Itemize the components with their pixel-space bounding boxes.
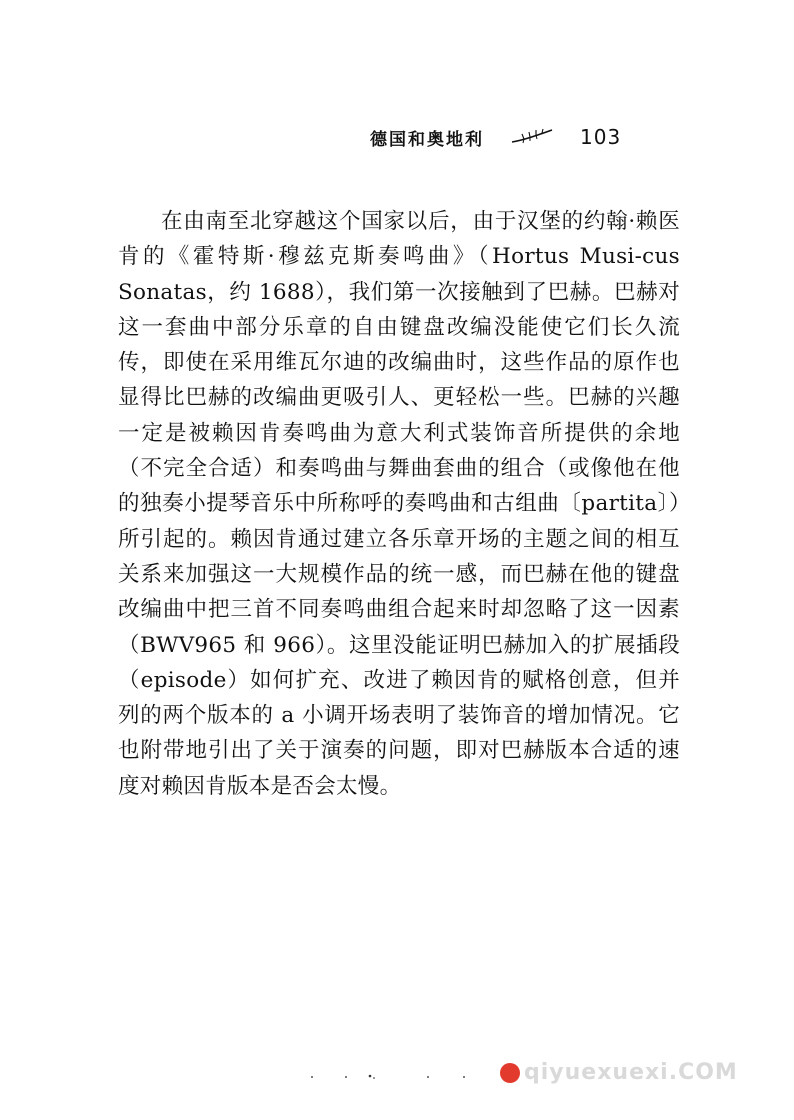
scan-speckles bbox=[300, 1072, 480, 1082]
running-head bbox=[370, 122, 621, 152]
watermark-logo-icon bbox=[500, 1063, 520, 1083]
quill-pen-icon bbox=[510, 128, 554, 148]
watermark-text: qiyuexuexi.COM bbox=[524, 1060, 738, 1085]
page-number: 103 bbox=[580, 125, 622, 149]
running-title: 德国和奥地利 bbox=[370, 129, 484, 150]
body-paragraph: 在由南至北穿越这个国家以后，由于汉堡的约翰·赖医肯的《霍特斯·穆兹克斯奏鸣曲》（Hortus Musi-cus Sonatas，约 1688），我们第一次接触到了巴赫。巴赫对这一套曲中部分乐章的自由键盘改编没能使它们长久流传，即使在采用维瓦尔迪的改编曲时，这些作品的原作也显得比巴赫的改编曲更吸引人、更轻松一些。巴赫的兴趣一定是被赖因肯奏鸣曲为意大利式装饰音所提供的余地（不完全合适）和奏鸣曲与舞曲套曲的组合（或像他在他的独奏小提琴音乐中所称呼的奏鸣曲和古组曲〔partita〕）所引起的。赖因肯通过建立各乐章开场的主题之间的相互关系来加强这一大规模作品的统一感，而巴赫在他的键盘改编曲中把三首不同奏鸣曲组合起来时却忽略了这一因素（BWV965 和 966）。这里没能证明巴赫加入的扩展插段（episode）如何扩充、改进了赖因肯的赋格创意，但并列的两个版本的 a 小调开场表明了装饰音的增加情况。它也附带地引出了关于演奏的问题，即对巴赫版本合适的速度对赖因肯版本是否会太慢。 bbox=[118, 209, 680, 799]
watermark bbox=[500, 1060, 738, 1085]
